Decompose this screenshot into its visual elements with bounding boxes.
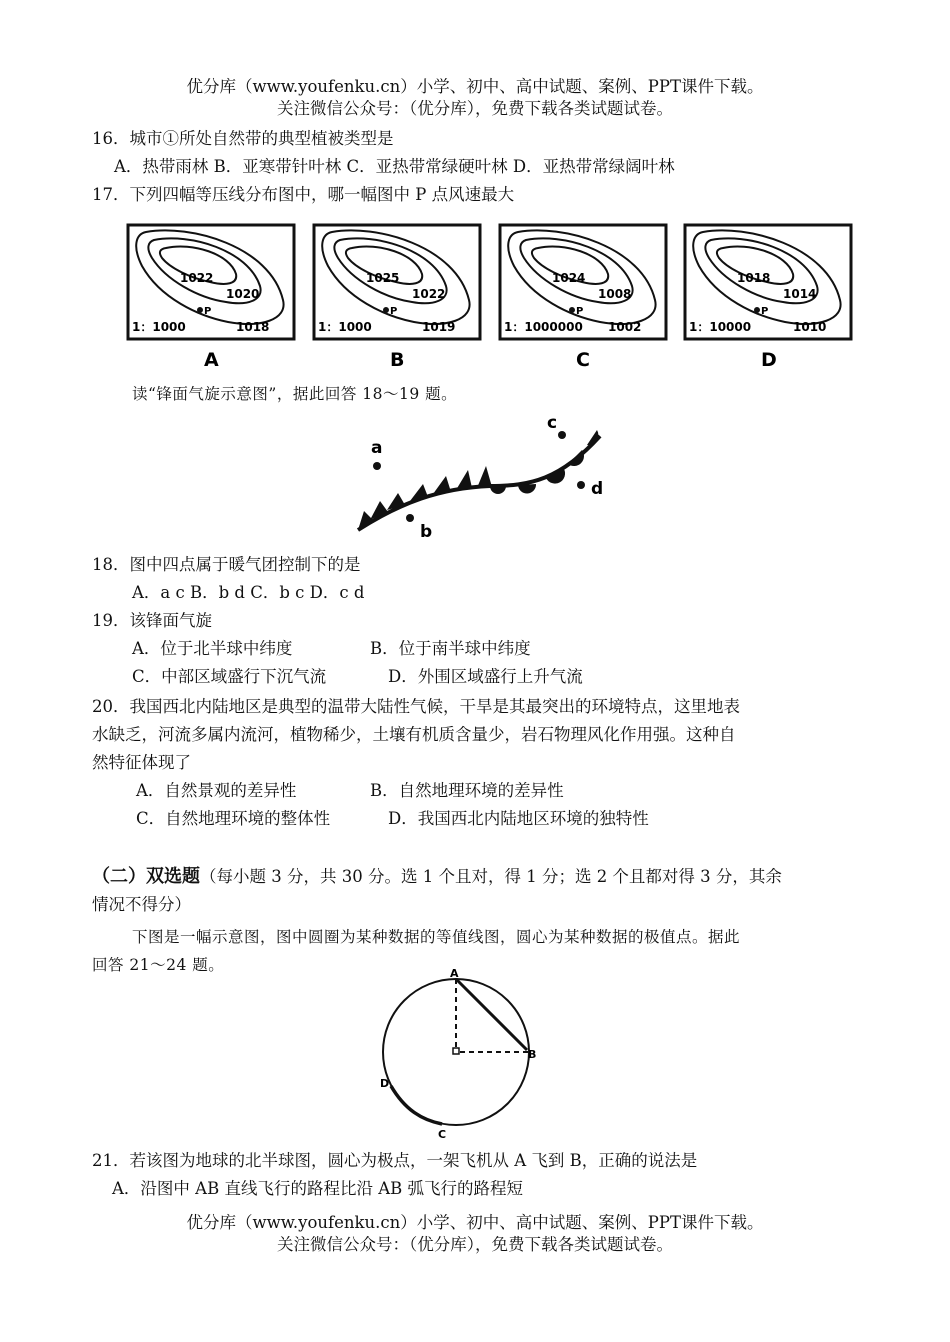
warm-front-semicircle xyxy=(568,450,584,466)
q20-line-1: 20．我国西北内陆地区是典型的温带大陆性气候，干旱是其最突出的环境特点，这里地表 xyxy=(92,697,740,716)
q16-options: A．热带雨林 B．亚寒带针叶林 C．亚热带常绿硬叶林 D．亚热带常绿阔叶林 xyxy=(114,157,675,176)
label-a: a xyxy=(371,438,383,458)
isobar-value-outer: 1019 xyxy=(422,320,456,334)
section-2-desc-1: （每小题 3 分，共 30 分。选 1 个且对，得 1 分；选 2 个且都对得 3 分，其余 xyxy=(200,867,782,886)
circle-diagram xyxy=(370,962,550,1142)
q20-option-a: A．自然景观的差异性 xyxy=(136,781,297,800)
center-point xyxy=(453,1048,459,1054)
map-letter: D xyxy=(761,349,777,371)
footer-line-1: 优分库（www.youfenku.cn）小学、初中、高中试题、案例、PPT课件下载。 xyxy=(186,1213,764,1232)
label-d: d xyxy=(591,479,604,499)
cold-front-triangle xyxy=(433,476,451,494)
isobar-map-a xyxy=(128,225,294,371)
point-a-dot xyxy=(373,462,381,470)
isobar-value-middle: 1014 xyxy=(783,287,817,301)
isobar-value-outer: 1010 xyxy=(793,320,827,334)
footer-line-2: 关注微信公众号：（优分库），免费下载各类试题试卷。 xyxy=(277,1235,673,1254)
isobar-value-outer: 1002 xyxy=(608,320,642,334)
map-scale: 1：1000000 xyxy=(504,320,583,334)
label-A: A xyxy=(450,967,459,980)
isobar-maps xyxy=(120,218,860,380)
q18-options: A．a c B．b d C．b c D．c d xyxy=(132,583,365,602)
isobar-value-inner: 1024 xyxy=(552,271,586,285)
point-c-dot xyxy=(558,431,566,439)
q19-option-d: D．外围区域盛行上升气流 xyxy=(388,667,583,686)
map-scale: 1：10000 xyxy=(689,320,752,334)
intro-21-24-line-2: 回答 21～24 题。 xyxy=(92,956,225,974)
front-line xyxy=(358,436,600,530)
warm-front-semicircle xyxy=(490,486,506,494)
chord-ab xyxy=(456,979,527,1050)
section-2-header xyxy=(92,866,782,888)
point-p-dot xyxy=(754,307,760,313)
chord-dc xyxy=(391,1086,442,1124)
q21-option-a: A．沿图中 AB 直线飞行的路程比沿 AB 弧飞行的路程短 xyxy=(112,1179,523,1198)
point-p-dot xyxy=(569,307,575,313)
point-b-dot xyxy=(406,514,414,522)
isobar-value-outer: 1018 xyxy=(236,320,270,334)
isobar-value-inner: 1022 xyxy=(180,271,214,285)
label-D: D xyxy=(380,1077,390,1090)
q20-option-b: B．自然地理环境的差异性 xyxy=(370,781,564,800)
map-scale: 1：1000 xyxy=(318,320,372,334)
point-p-label: P xyxy=(390,306,398,317)
q21-stem: 21．若该图为地球的北半球图，圆心为极点，一架飞机从 A 飞到 B，正确的说法是 xyxy=(92,1151,698,1170)
isobar-value-middle: 1020 xyxy=(226,287,260,301)
q19-stem: 19．该锋面气旋 xyxy=(92,611,212,630)
header-line-1: 优分库（www.youfenku.cn）小学、初中、高中试题、案例、PPT课件下载。 xyxy=(186,77,764,96)
q20-line-3: 然特征体现了 xyxy=(92,753,191,772)
q18-stem: 18．图中四点属于暖气团控制下的是 xyxy=(92,555,361,574)
isobar-value-middle: 1008 xyxy=(598,287,632,301)
map-letter: C xyxy=(576,349,590,371)
intro-21-24-line-1: 下图是一幅示意图，图中圆圈为某种数据的等值线图，圆心为某种数据的极值点。据此 xyxy=(132,928,741,946)
section-2-desc-2: 情况不得分） xyxy=(92,895,191,914)
isobar-value-inner: 1018 xyxy=(737,271,771,285)
map-scale: 1：1000 xyxy=(132,320,186,334)
isobar-map-b xyxy=(314,225,480,371)
point-p-dot xyxy=(197,307,203,313)
intro-18-19: 读“锋面气旋示意图”，据此回答 18～19 题。 xyxy=(132,385,458,403)
q19-option-a: A．位于北半球中纬度 xyxy=(132,639,293,658)
label-c: c xyxy=(547,413,558,433)
warm-front-semicircle xyxy=(587,430,598,445)
q19-option-c: C．中部区域盛行下沉气流 xyxy=(132,667,327,686)
point-p-label: P xyxy=(204,306,212,317)
isobar-value-middle: 1022 xyxy=(412,287,446,301)
map-letter: A xyxy=(204,349,219,371)
frontal-cyclone-diagram xyxy=(340,408,625,543)
header-line-2: 关注微信公众号：（优分库），免费下载各类试题试卷。 xyxy=(277,99,673,118)
point-p-label: P xyxy=(761,306,769,317)
label-C: C xyxy=(438,1128,447,1141)
cold-front-triangle xyxy=(477,466,492,488)
point-d-dot xyxy=(577,481,585,489)
isobar-value-inner: 1025 xyxy=(366,271,400,285)
q20-line-2: 水缺乏，河流多属内流河，植物稀少，土壤有机质含量少，岩石物理风化作用强。这种自 xyxy=(92,725,736,744)
q17-stem: 17．下列四幅等压线分布图中，哪一幅图中 P 点风速最大 xyxy=(92,185,515,204)
isobar-map-d xyxy=(685,225,851,371)
q20-option-c: C．自然地理环境的整体性 xyxy=(136,809,331,828)
isobar-map-c xyxy=(500,225,666,371)
label-b: b xyxy=(420,522,433,542)
q16-stem: 16．城市①所处自然带的典型植被类型是 xyxy=(92,129,394,148)
cold-front-triangle xyxy=(456,470,472,490)
map-letter: B xyxy=(390,349,405,371)
warm-front-semicircle xyxy=(518,484,536,494)
point-p-dot xyxy=(383,307,389,313)
q19-option-b: B．位于南半球中纬度 xyxy=(370,639,531,658)
section-2-title: （二）双选题 xyxy=(92,866,200,887)
point-p-label: P xyxy=(576,306,584,317)
q20-option-d: D．我国西北内陆地区环境的独特性 xyxy=(388,809,649,828)
label-B: B xyxy=(528,1048,537,1061)
